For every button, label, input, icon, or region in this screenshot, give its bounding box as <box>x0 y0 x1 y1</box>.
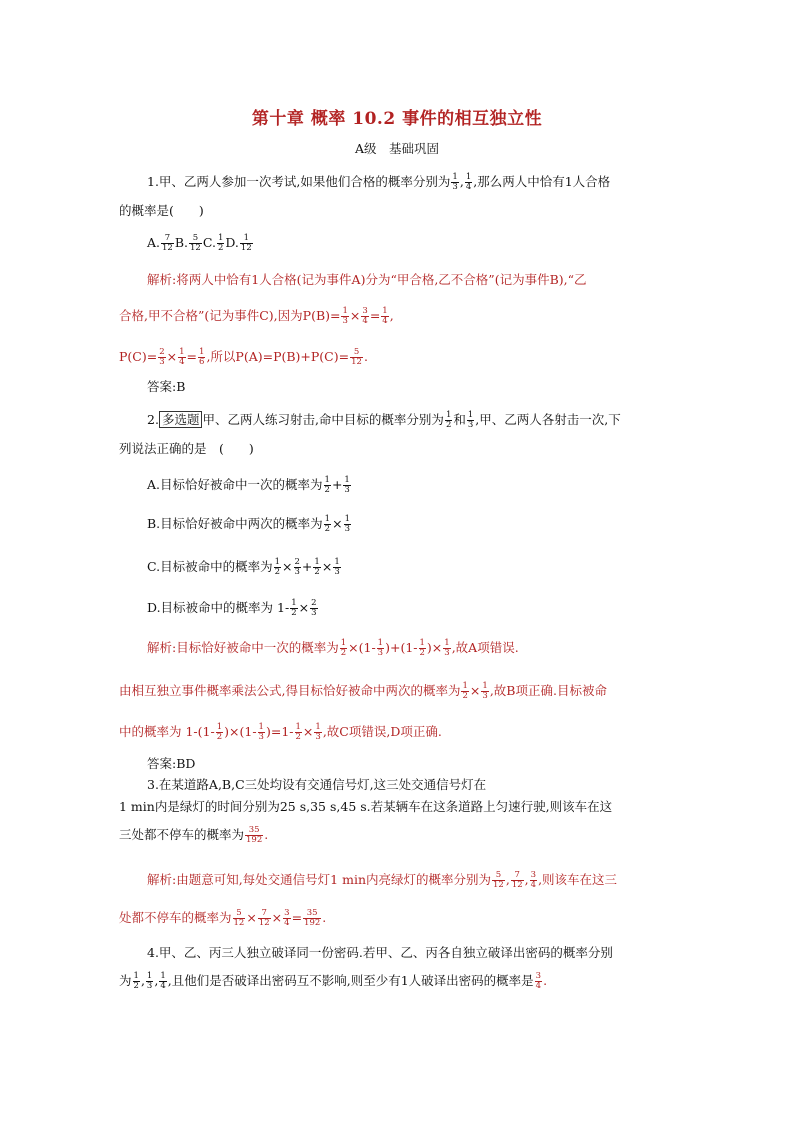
q3-stem-1: 3.在某道路A,B,C三处均设有交通信号灯,这三处交通信号灯在 <box>147 777 487 792</box>
fraction: $\frac{1}{2}$ <box>274 557 281 577</box>
section-level: A级 基础巩固 <box>354 141 440 156</box>
q2-stem: 2. 多选题 甲、乙两人练习射击,命中目标的概率分别为 $\frac{1}{2}$ 和 $\frac{1}{3}$ ,甲、乙两人各射击一次,下 <box>147 410 621 430</box>
q1-analysis-1: 解析:将两人中恰有1人合格(记为事件A)分为“甲合格,乙不合格”(记为事件B),“乙 <box>147 272 587 287</box>
fraction: $\frac{5}{12}$ <box>190 233 201 253</box>
fraction: $\frac{1}{2}$ <box>324 514 331 534</box>
fraction: $\frac{1}{2}$ <box>324 475 330 495</box>
q2-stem-2: 列说法正确的是 ( ) <box>119 441 254 456</box>
fraction: $\frac{1}{3}$ <box>452 172 458 192</box>
fraction: $\frac{35}{192}$ <box>304 908 321 928</box>
fraction: $\frac{1}{2}$ <box>419 638 425 658</box>
q1-answer: 答案:B <box>147 379 186 394</box>
fraction: $\frac{5}{12}$ <box>493 870 504 890</box>
fraction: $\frac{1}{4}$ <box>382 306 388 326</box>
fraction: $\frac{1}{3}$ <box>344 475 350 495</box>
q3-stem-3: 三处都不停车的概率为 $\frac{35}{192}$ . <box>119 825 269 845</box>
q4-answer: $\frac{3}{4}$ <box>535 971 542 991</box>
q2-analysis-3: 中的概率为 1-(1- $\frac{1}{2}$ )×(1- $\frac{1}{3}$ )=1- $\frac{1}{2}$ × $\frac{1}{3}$ ,故C项错误,D项正确. <box>119 722 442 742</box>
q3-analysis-2: 处都不停车的概率为 $\frac{5}{12}$ × $\frac{7}{12}$ × $\frac{3}{4}$ = $\frac{35}{192}$ . <box>119 908 327 928</box>
q3-answer: $\frac{35}{192}$ <box>246 825 263 845</box>
q1-analysis-3: P(C)= $\frac{2}{3}$ × $\frac{1}{4}$ = $\frac{1}{6}$ ,所以P(A)=P(B)+P(C)= $\frac{5}{12}$ . <box>119 347 368 367</box>
fraction: $\frac{5}{12}$ <box>233 908 245 928</box>
fraction: $\frac{1}{3}$ <box>334 557 340 577</box>
fraction: $\frac{1}{6}$ <box>199 347 205 367</box>
fraction: $\frac{1}{4}$ <box>160 971 166 991</box>
fraction: $\frac{1}{3}$ <box>467 410 474 430</box>
fraction: $\frac{1}{3}$ <box>342 306 348 326</box>
q2-analysis-2: 由相互独立事件概率乘法公式,得目标恰好被命中两次的概率为 $\frac{1}{2}$ × $\frac{1}{3}$ ,故B项正确.目标被命 <box>119 681 607 701</box>
q2-answer: 答案:BD <box>147 756 196 771</box>
fraction: $\frac{1}{2}$ <box>340 638 347 658</box>
fraction: $\frac{3}{4}$ <box>284 908 290 928</box>
fraction: $\frac{1}{3}$ <box>315 722 321 742</box>
fraction: $\frac{1}{3}$ <box>344 514 350 534</box>
fraction: $\frac{1}{2}$ <box>133 971 139 991</box>
fraction: $\frac{5}{12}$ <box>351 347 362 367</box>
fraction: $\frac{2}{3}$ <box>294 557 300 577</box>
fraction: $\frac{2}{3}$ <box>159 347 165 367</box>
q3-stem-2: 1 min内是绿灯的时间分别为25 s,35 s,45 s.若某辆车在这条道路上匀速行驶,则该车在这 <box>119 799 613 814</box>
fraction: $\frac{1}{3}$ <box>444 638 450 658</box>
fraction: $\frac{1}{2}$ <box>216 722 223 742</box>
fraction: $\frac{3}{4}$ <box>530 870 537 890</box>
fraction: $\frac{1}{12}$ <box>240 233 252 253</box>
q1-stem: 1.甲、乙两人参加一次考试,如果他们合格的概率分别为 $\frac{1}{3}$ , $\frac{1}{4}$ ,那么两人中恰有1人合格 <box>147 172 611 192</box>
fraction: $\frac{1}{2}$ <box>314 557 320 577</box>
fraction: $\frac{1}{3}$ <box>146 971 153 991</box>
q4-stem-2: 为 $\frac{1}{2}$ , $\frac{1}{3}$ , $\frac{1}{4}$ ,且他们是否破译出密码互不影响,则至少有1人破译出密码的概率是 $\frac{3}{4}$ . <box>119 971 548 991</box>
fraction: $\frac{1}{3}$ <box>482 681 488 701</box>
q2-option-c: C.目标被命中的概率为 $\frac{1}{2}$ × $\frac{2}{3}$ + $\frac{1}{2}$ × $\frac{1}{3}$ <box>147 557 340 577</box>
fraction: $\frac{1}{4}$ <box>179 347 185 367</box>
page-title: 第十章 概率 10.2 事件的相互独立性 <box>251 109 543 129</box>
fraction: $\frac{1}{2}$ <box>291 598 297 618</box>
fraction: $\frac{3}{4}$ <box>362 306 368 326</box>
fraction: $\frac{1}{2}$ <box>295 722 301 742</box>
fraction: $\frac{1}{4}$ <box>465 172 472 192</box>
fraction: $\frac{7}{12}$ <box>511 870 523 890</box>
fraction: $\frac{2}{3}$ <box>311 598 317 618</box>
multi-choice-tag: 多选题 <box>159 411 203 428</box>
fraction: $\frac{1}{2}$ <box>462 681 468 701</box>
q4-stem-1: 4.甲、乙、丙三人独立破译同一份密码.若甲、乙、丙各自独立破译出密码的概率分别 <box>147 945 613 960</box>
q2-option-b: B.目标恰好被命中两次的概率为 $\frac{1}{2}$ × $\frac{1}{3}$ <box>147 514 350 534</box>
q3-analysis-1: 解析:由题意可知,每处交通信号灯1 min内亮绿灯的概率分别为 $\frac{5}{12}$ , $\frac{7}{12}$ , $\frac{3}{4}$ ,则该车在这三 <box>147 870 618 890</box>
q2-analysis-1: 解析:目标恰好被命中一次的概率为 $\frac{1}{2}$ ×(1- $\frac{1}{3}$ )+(1- $\frac{1}{2}$ )× $\frac{1}{3}$ ,故A项错误. <box>147 638 519 658</box>
fraction: $\frac{1}{2}$ <box>445 410 452 430</box>
fraction: $\frac{7}{12}$ <box>258 908 270 928</box>
fraction: $\frac{1}{2}$ <box>217 233 224 253</box>
q1-stem-2: 的概率是( ) <box>119 203 204 218</box>
fraction: $\frac{1}{3}$ <box>258 722 264 742</box>
q2-option-d: D.目标被命中的概率为 1- $\frac{1}{2}$ × $\frac{2}{3}$ <box>147 598 317 618</box>
q1-analysis-2: 合格,甲不合格”(记为事件C),因为P(B)= $\frac{1}{3}$ × $\frac{3}{4}$ = $\frac{1}{4}$ , <box>119 306 394 326</box>
q1-options: A. $\frac{7}{12}$ B. $\frac{5}{12}$ C. $\frac{1}{2}$ D. $\frac{1}{12}$ <box>147 233 252 253</box>
fraction: $\frac{1}{3}$ <box>377 638 384 658</box>
q2-option-a: A.目标恰好被命中一次的概率为 $\frac{1}{2}$ + $\frac{1}{3}$ <box>147 475 350 495</box>
fraction: $\frac{7}{12}$ <box>162 233 173 253</box>
